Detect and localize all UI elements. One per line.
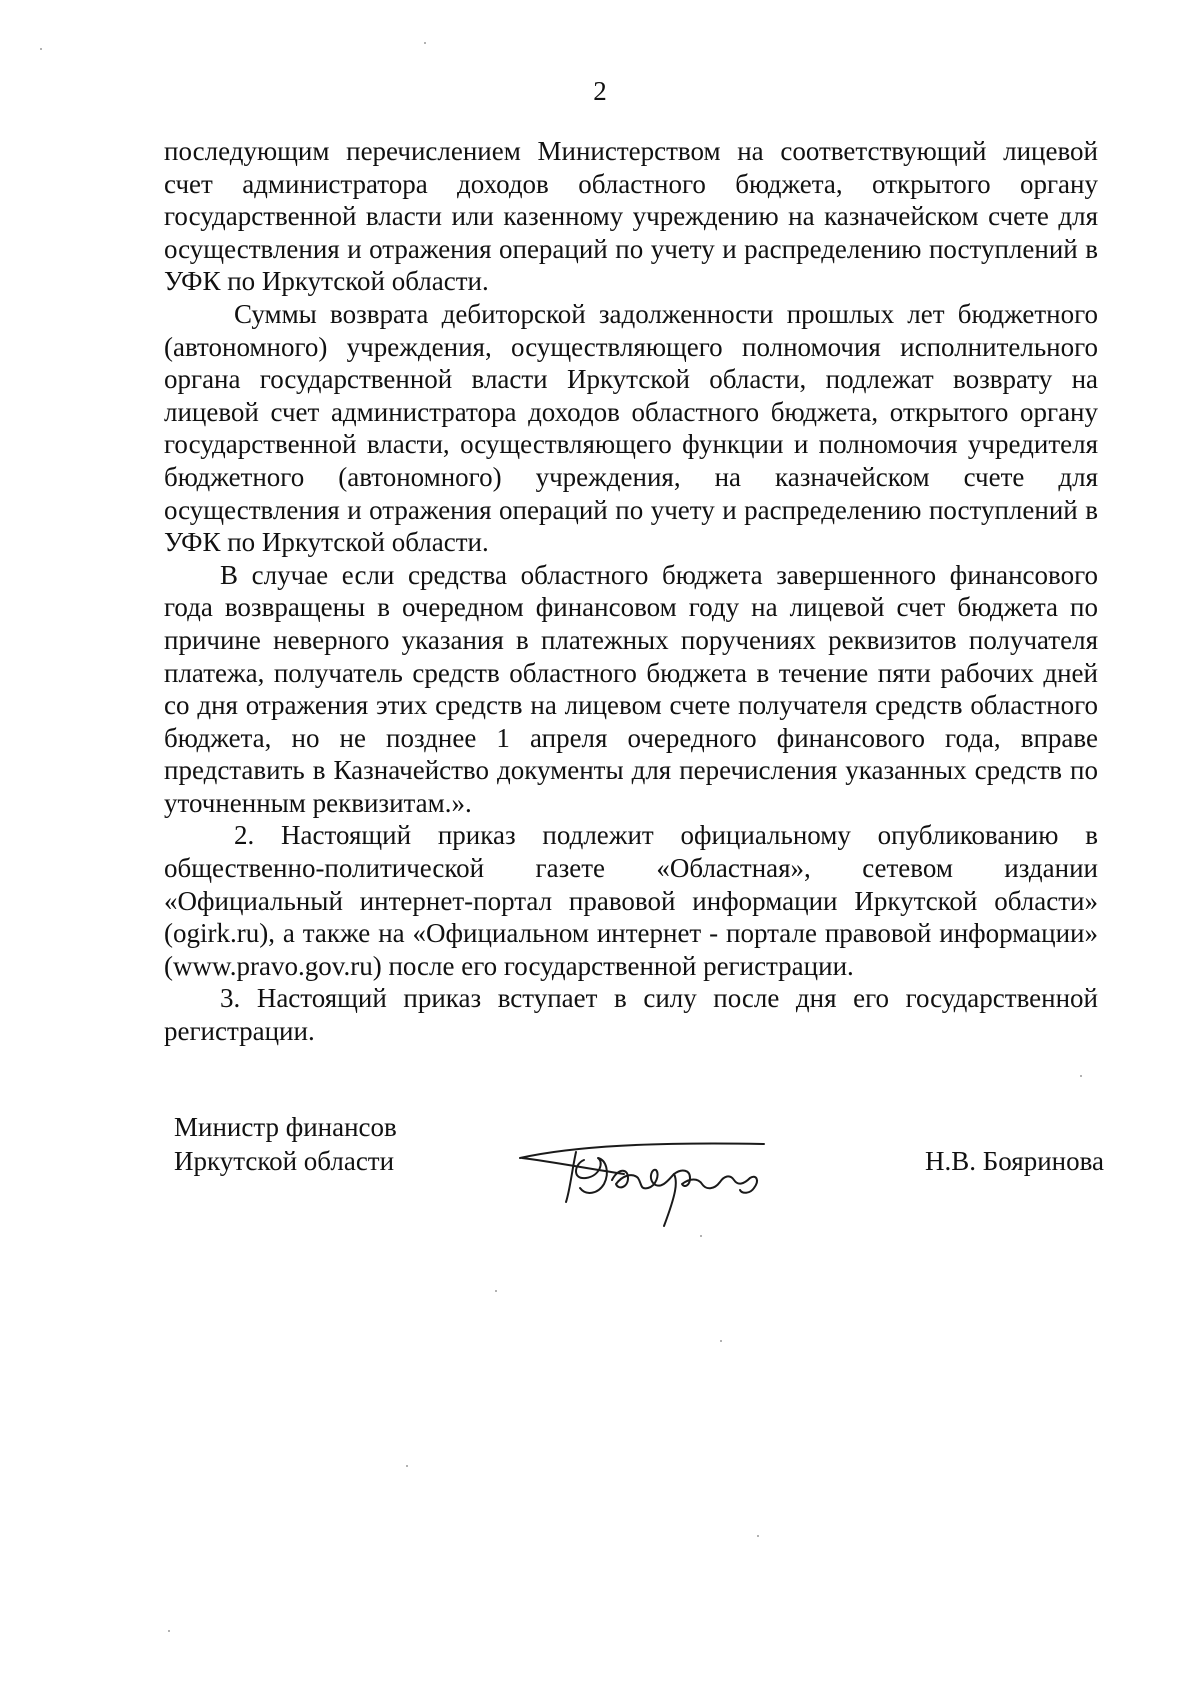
paragraph-funds-returned: В случае если средства областного бюджета завершенного финансового года возвращены в очередном финансовом году на лицевой счет бюджета по причине неверного указания в платежных поручениях реквизитов получателя платежа, получатель средств областного бюджета в течение пяти рабочих дней со дня отражения этих средств на лицевом счете получателя средств областного бюджета, но не позднее 1 апреля очередного финансового года, вправе представить в Казначейство документы для перечисления указанных средств по уточненным реквизитам.». [164,559,1098,818]
scan-speck [700,1235,702,1237]
paragraph-receivables-return: Суммы возврата дебиторской задолженности прошлых лет бюджетного (автономного) учреждения, осуществляющего полномочия исполнительного органа государственной власти Иркутской области, подлежат возврату на лицевой счет администратора доходов областного бюджета, открытого органу государственной власти, осуществляющего функции и полномочия учредителя бюджетного (автономного) учреждения, на казначейском счете для осуществления и отражения операций по учету и распределению поступлений в УФК по Иркутской области. [164,298,1098,558]
scan-speck [406,1465,408,1467]
document-body [164,135,1098,1048]
signatory-name: Н.В. Бояринова [925,1146,1104,1176]
signatory-title-line1: Министр финансов [174,1112,397,1142]
paragraph-continuation: последующим перечислением Министерством на соответствующий лицевой счет администратора доходов областного бюджета, открытого органу государственной власти или казенному учреждению на казначейском счете для осуществления и отражения операций по учету и распределению поступлений в УФК по Иркутской области. [164,136,1098,297]
scan-speck [720,1340,722,1342]
paragraph-publication: 2. Настоящий приказ подлежит официальному опубликованию в общественно-политической газете «Областная», сетевом издании «Официальный интернет-портал правовой информации Иркутской области» (ogirk.ru), а также на «Официальном интернет - портале правовой информации» (www.pravo.gov.ru) после его государственной регистрации. [164,820,1098,981]
scan-speck [757,1535,759,1537]
signatory-title-line2: Иркутской области [174,1146,395,1176]
scan-speck [40,48,42,50]
paragraph-entry-into-force: 3. Настоящий приказ вступает в силу после дня его государственной регистрации. [164,983,1098,1047]
signatory-title [174,1110,397,1178]
scan-speck [1080,1075,1082,1077]
scan-speck [424,42,426,44]
handwritten-signature [514,1098,774,1228]
scan-speck [168,1630,170,1632]
scan-speck [495,1290,497,1292]
page-number: 2 [593,76,607,106]
signature-block [174,1110,1104,1240]
